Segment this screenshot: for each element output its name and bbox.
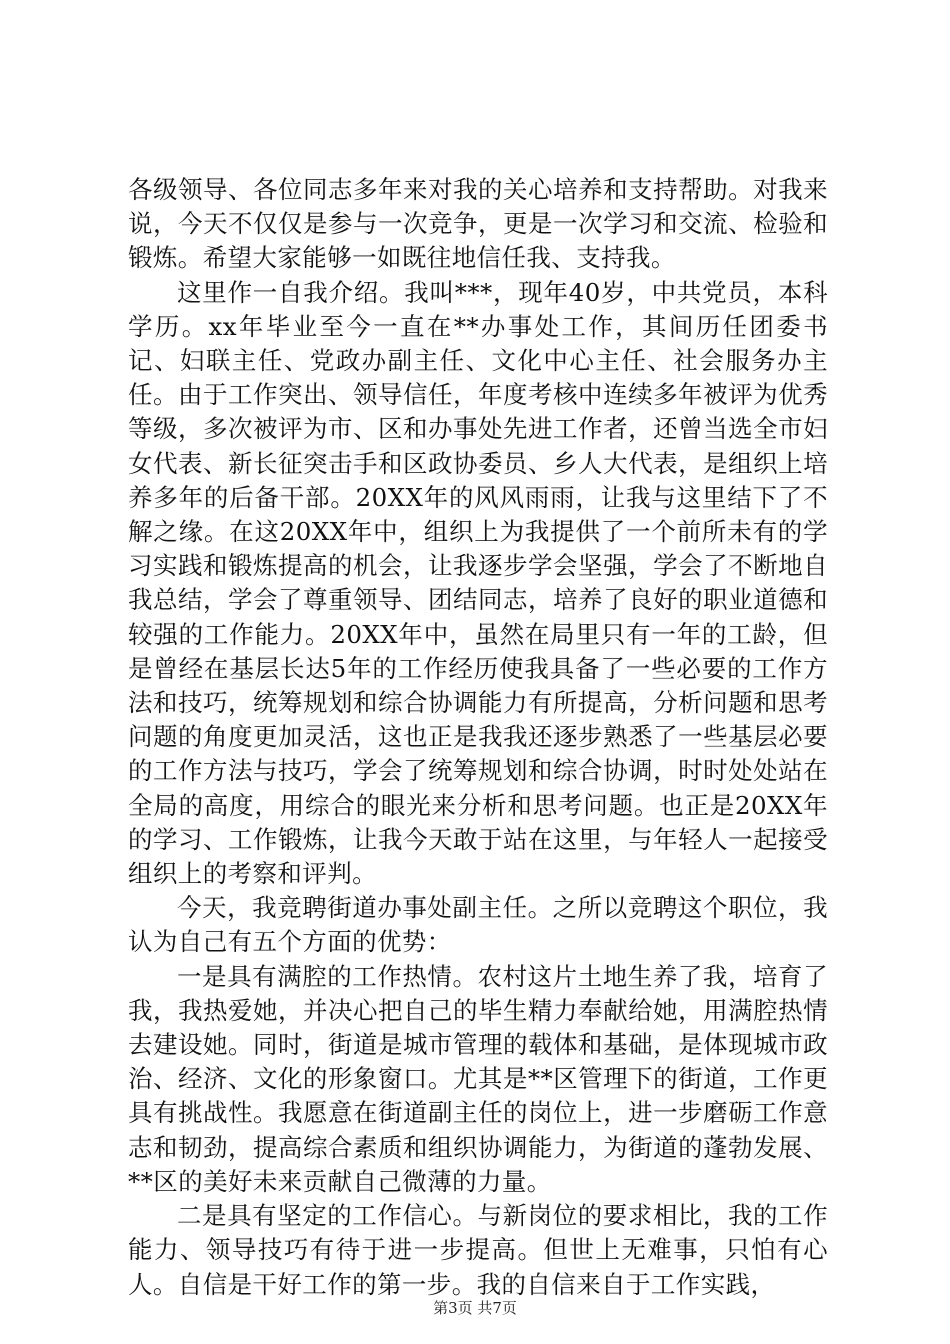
paragraph-4: 一是具有满腔的工作热情。农村这片土地生养了我，培育了我，我热爱她，并决心把自己的毕生精力奉献给她，用满腔热情去建设她。同时，街道是城市管理的载体和基础，是体现城市政治、经济、文化的形象窗口。尤其是**区管理下的街道，工作更具有挑战性。我愿意在街道副主任的岗位上，进一步磨砺工作意志和韧劲，提高综合素质和组织协调能力，为街道的蓬勃发展、**区的美好未来贡献自己微薄的力量。: [128, 961, 828, 1196]
document-body: [128, 173, 828, 1302]
paragraph-2: 这里作一自我介绍。我叫***，现年40岁，中共党员，本科学历。xx年毕业至今一直在**办事处工作，其间历任团委书记、妇联主任、党政办副主任、文化中心主任、社会服务办主任。由于工作突出、领导信任，年度考核中连续多年被评为优秀等级，多次被评为市、区和办事处先进工作者，还曾当选全市妇女代表、新长征突击手和区政协委员、乡人大代表，是组织上培养多年的后备干部。20XX年的风风雨雨，让我与这里结下了不解之缘。在这20XX年中，组织上为我提供了一个前所未有的学习实践和锻炼提高的机会，让我逐步学会坚强，学会了不断地自我总结，学会了尊重领导、团结同志，培养了良好的职业道德和较强的工作能力。20XX年中，虽然在局里只有一年的工龄，但是曾经在基层长达5年的工作经历使我具备了一些必要的工作方法和技巧，统筹规划和综合协调能力有所提高，分析问题和思考问题的角度更加灵活，这也正是我我还逐步熟悉了一些基层必要的工作方法与技巧，学会了统筹规划和综合协调，时时处处站在全局的高度，用综合的眼光来分析和思考问题。也正是20XX年的学习、工作锻炼，让我今天敢于站在这里，与年轻人一起接受组织上的考察和评判。: [128, 277, 828, 889]
paragraph-5: 二是具有坚定的工作信心。与新岗位的要求相比，我的工作能力、领导技巧有待于进一步提高。但世上无难事，只怕有心人。自信是干好工作的第一步。我的自信来自于工作实践，: [128, 1201, 828, 1299]
page-footer: 第3页 共7页: [433, 1299, 517, 1317]
paragraph-1: 各级领导、各位同志多年来对我的关心培养和支持帮助。对我来说，今天不仅仅是参与一次竞争，更是一次学习和交流、检验和锻炼。希望大家能够一如既往地信任我、支持我。: [128, 175, 828, 273]
paragraph-3: 今天，我竞聘街道办事处副主任。之所以竞聘这个职位，我认为自己有五个方面的优势：: [128, 893, 828, 957]
